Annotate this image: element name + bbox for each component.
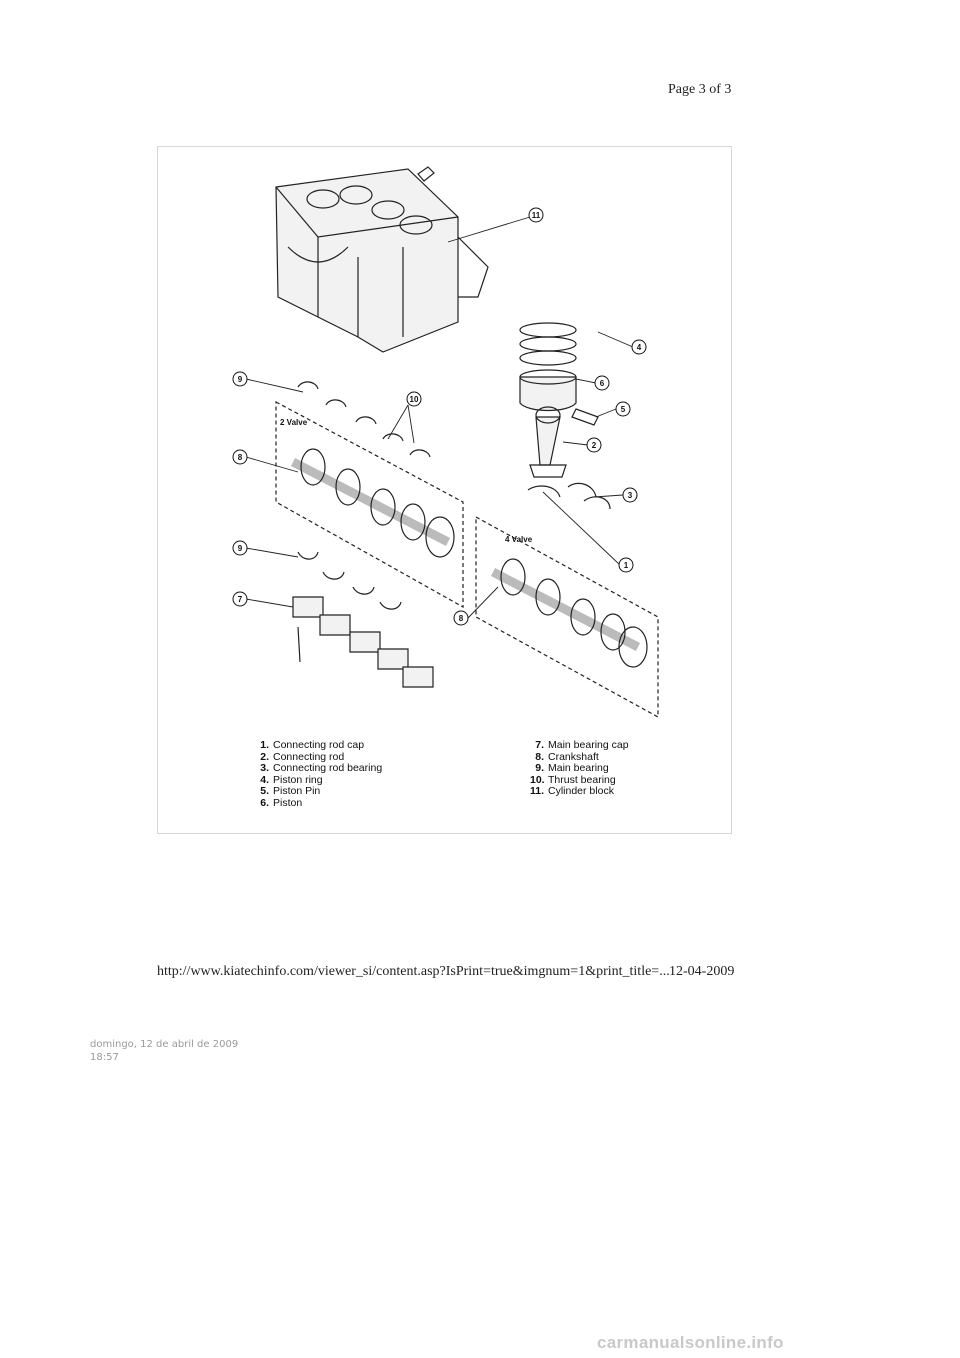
callout-label: 5 <box>620 405 626 414</box>
callout-label: 8 <box>458 614 464 623</box>
main-bearing-caps-drawing <box>293 597 433 687</box>
variant-label-2valve: 2 Valve <box>280 418 308 427</box>
legend-item: 4. Piston ring <box>260 773 323 786</box>
diagram-drawing <box>158 147 731 833</box>
legend-item: 7. Main bearing cap <box>535 739 629 751</box>
crankshaft-4valve-drawing <box>493 559 647 667</box>
legend-item: 11. Cylinder block <box>530 785 614 798</box>
source-url: http://www.kiatechinfo.com/viewer_si/content.asp?IsPrint=true&imgnum=1&print_title=... <box>157 964 670 979</box>
callout-label: 1 <box>623 561 629 570</box>
legend-item: 2. Connecting rod <box>260 750 345 763</box>
parts-legend-left <box>255 740 382 810</box>
cylinder-block-drawing <box>276 167 488 352</box>
callout-label: 4 <box>636 343 642 352</box>
legend-item: 8. Crankshaft <box>535 750 599 763</box>
callout-label: 3 <box>627 491 633 500</box>
legend-item: 1. Connecting rod cap <box>260 739 365 751</box>
crankshaft-2valve-drawing <box>293 449 454 557</box>
piston-assembly-drawing <box>520 323 610 509</box>
callout-label: 8 <box>237 453 243 462</box>
capture-time: 18:57 <box>90 1052 119 1063</box>
callout-label: 9 <box>237 544 243 553</box>
page-number: Page 3 of 3 <box>668 82 732 97</box>
legend-item: 5. Piston Pin <box>260 785 321 798</box>
print-date: 12-04-2009 <box>669 964 735 979</box>
parts-legend-right <box>530 740 629 798</box>
legend-item: 3. Connecting rod bearing <box>260 762 383 775</box>
callout-label: 11 <box>531 211 541 220</box>
callout-label: 9 <box>237 375 243 384</box>
capture-timestamp <box>90 1038 238 1064</box>
callout-label: 7 <box>237 595 243 604</box>
legend-item: 6. Piston <box>260 796 303 809</box>
legend-item: 9. Main bearing <box>535 762 609 775</box>
exploded-engine-diagram <box>157 146 732 834</box>
capture-date: domingo, 12 de abril de 2009 <box>90 1039 239 1050</box>
callout-label: 6 <box>599 379 605 388</box>
callout-label: 10 <box>409 395 419 404</box>
site-watermark: carmanualsonline.info <box>597 1333 784 1352</box>
callout-label: 2 <box>591 441 597 450</box>
variant-label-4valve: 4 Valve <box>505 535 533 544</box>
legend-item: 10. Thrust bearing <box>530 773 616 786</box>
